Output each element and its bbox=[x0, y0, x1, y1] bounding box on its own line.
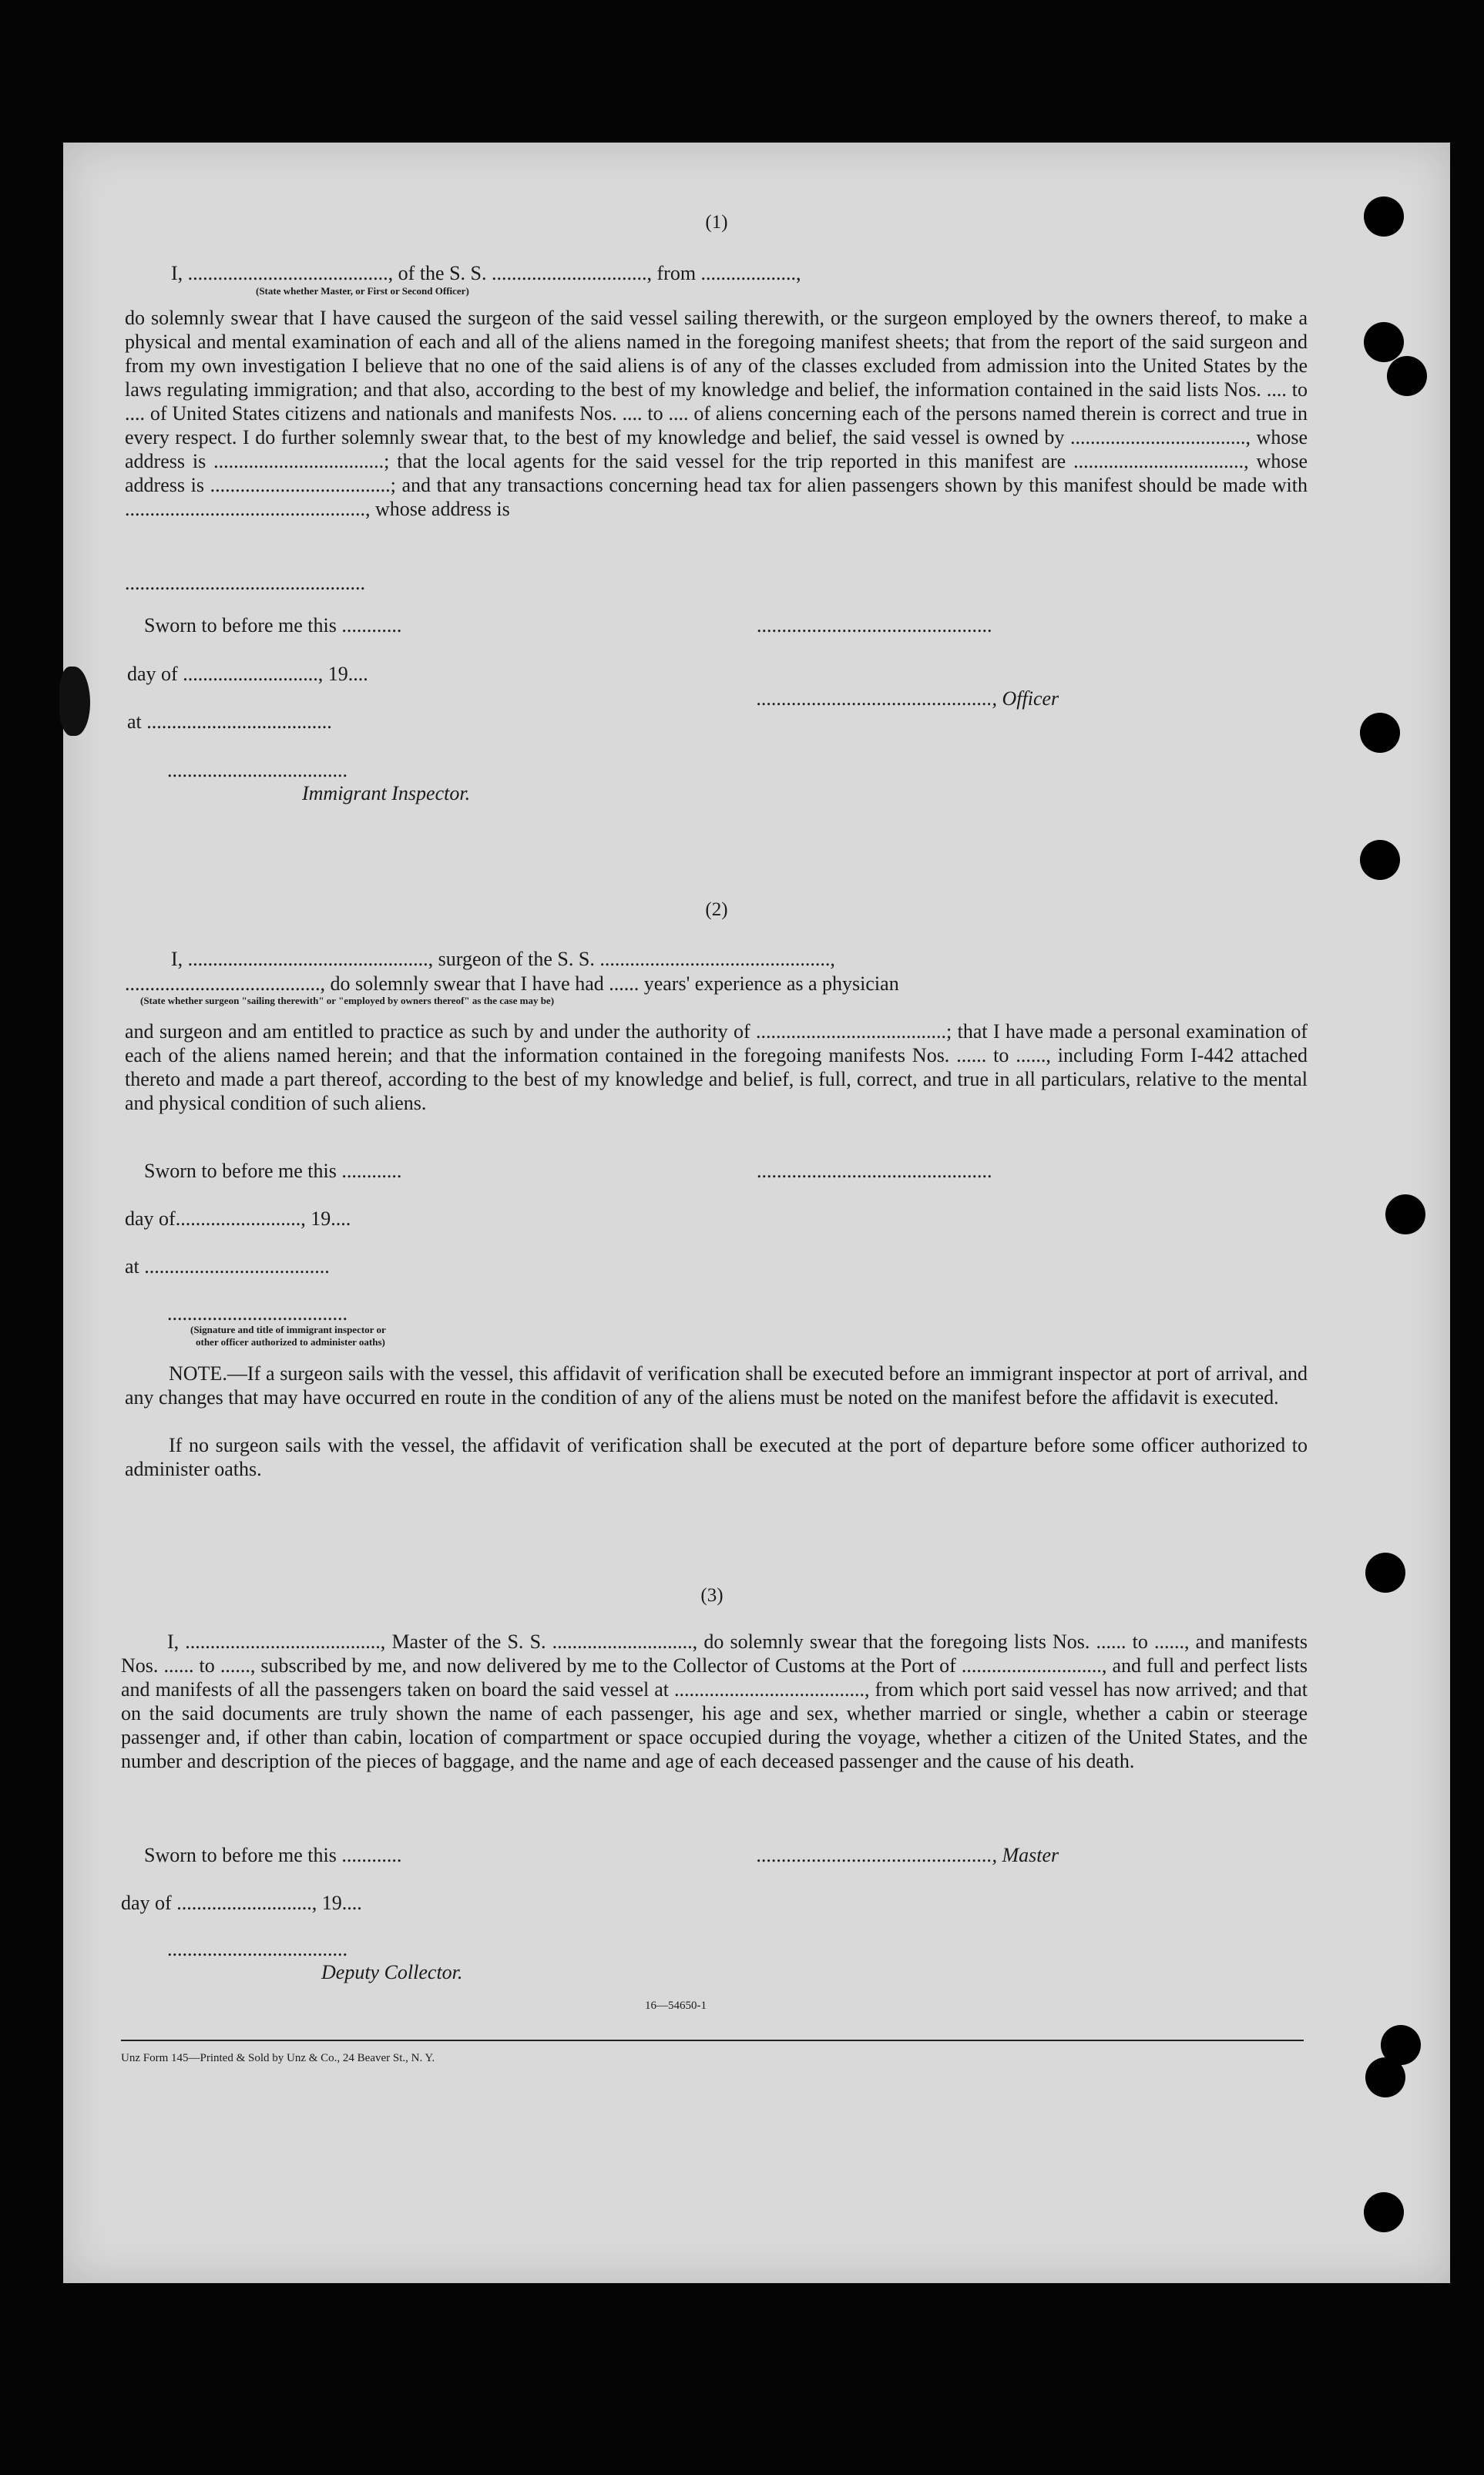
section-2-no-surgeon-paragraph: If no surgeon sails with the vessel, the affidavit of verification shall be executed at the port of departure before some officer authorized to administer oaths. bbox=[125, 1434, 1308, 1480]
section-1-sworn-line: Sworn to before me this ............ bbox=[144, 614, 402, 636]
document-page bbox=[63, 143, 1450, 2283]
section-2-second-line: ......................................., do solemnly swear that I have had ...... years' experience as a physician bbox=[125, 972, 899, 995]
section-1-number: (1) bbox=[705, 212, 728, 233]
section-1-oath-text: do solemnly swear that I have caused the surgeon of the said vessel sailing therewith, or the surgeon employed by the owners thereof, to make a physical and mental examination of each and all of the aliens named in the foregoing manifest sheets; that from the report of the said surgeon and from my own investigation I believe that no one of the said aliens is of any of the classes excluded from admission into the United States by the laws regulating immigration; and that also, according to the best of my knowledge and belief, the information contained in the said lists Nos. .... to .... of United States citizens and nationals and manifests Nos. .... to .... of aliens concerning each of the persons named therein is correct and true in every respect. I do further solemnly swear that, to the best of my knowledge and belief, the said vessel is owned by ..................................., whose address is ..................................; that the local agents for the said vessel for the trip reported in this manifest are .................................., whose address is ....................................; and that any transactions concerning head tax for alien passengers shown by this manifest should be made with ................................................, whose address is bbox=[125, 307, 1308, 520]
section-2-first-line: I, ................................................, surgeon of the S. S. .............................................., bbox=[171, 948, 835, 970]
section-2-signature-note-1: (Signature and title of immigrant inspector or bbox=[190, 1324, 386, 1335]
binder-hole bbox=[1364, 322, 1404, 362]
section-3-collector-title: Deputy Collector. bbox=[321, 1961, 463, 1983]
section-2-signature-note-2: other officer authorized to administer oaths) bbox=[196, 1336, 385, 1348]
binder-hole bbox=[1364, 2192, 1404, 2232]
section-3-number: (3) bbox=[700, 1585, 724, 1606]
section-1-officer-line: ..............................................., Officer bbox=[757, 687, 1059, 710]
section-2-sworn-line: Sworn to before me this ............ bbox=[144, 1160, 402, 1182]
section-2-day-line: day of........................., 19.... bbox=[125, 1207, 351, 1230]
ink-stain bbox=[67, 682, 86, 717]
footer-rule bbox=[121, 2040, 1304, 2041]
section-2-oath-text: and surgeon and am entitled to practice as such by and under the authority of ......................................; that I have made a personal examination of each of the aliens named herein; and that the information contained in the foregoing manifests Nos. ...... to ......, including Form I-442 attached thereto and made a part thereof, according to the best of my knowledge and belief, is full, correct, and true in all particulars, relative to the mental and physical condition of such aliens. bbox=[125, 1020, 1308, 1114]
section-1-signature-line: ............................................... bbox=[757, 614, 992, 636]
binder-hole bbox=[1365, 1553, 1405, 1593]
section-1-officer-note: (State whether Master, or First or Second Officer) bbox=[256, 285, 469, 297]
section-2-inspector-signature-line: .................................... bbox=[167, 1302, 347, 1325]
section-2-number: (2) bbox=[705, 899, 728, 920]
binder-hole bbox=[1360, 713, 1400, 753]
section-2-at-line: at ..................................... bbox=[125, 1255, 330, 1278]
section-2-surgeon-note: (State whether surgeon "sailing therewith" or "employed by owners thereof" as the case may be) bbox=[140, 995, 555, 1006]
binder-hole bbox=[1365, 2057, 1405, 2097]
form-number: 16—54650-1 bbox=[645, 2000, 707, 2012]
section-3-oath-text: I, ......................................., Master of the S. S. ............................, do solemnly swear that the foregoing lists Nos. ...... to ......, and manifests Nos. ...... to ......, subscribed by me, and now delivered by me to the Collector of Customs at the Port of ............................, and full and perfect lists and manifests of all the passengers taken on board the said vessel at ......................................, from which port said vessel has now arrived; and that on the said documents are truly shown the name of each passenger, his age and sex, whether married or single, whether a cabin or steerage passenger and, if other than cabin, location of compartment or space occupied during the voyage, whether a citizen of the United States, and the number and description of the pieces of baggage, and the name and age of each deceased passenger and the cause of his death. bbox=[121, 1630, 1308, 1772]
binder-hole bbox=[1364, 196, 1404, 237]
section-1-day-line: day of ..........................., 19.... bbox=[127, 663, 368, 685]
binder-hole bbox=[1385, 1194, 1425, 1234]
footer-printer-note: Unz Form 145—Printed & Sold by Unz & Co., 24 Beaver St., N. Y. bbox=[121, 2052, 435, 2064]
section-1-at-line: at ..................................... bbox=[127, 710, 332, 733]
section-1-inspector-title: Immigrant Inspector. bbox=[302, 782, 471, 804]
section-3-day-line: day of ..........................., 19.... bbox=[121, 1892, 362, 1914]
section-2-signature-line: ............................................... bbox=[757, 1160, 992, 1182]
section-1-dots-line: ................................................ bbox=[125, 572, 365, 594]
section-3-collector-signature-line: .................................... bbox=[167, 1938, 347, 1960]
section-1-first-line: I, ........................................, of the S. S. ..............................., from ..................., bbox=[171, 262, 801, 284]
section-1-inspector-signature-line: .................................... bbox=[167, 759, 347, 781]
binder-hole bbox=[1360, 840, 1400, 880]
section-3-master-line: ..............................................., Master bbox=[757, 1844, 1059, 1866]
section-3-sworn-line: Sworn to before me this ............ bbox=[144, 1844, 402, 1866]
section-2-note-paragraph: NOTE.—If a surgeon sails with the vessel, this affidavit of verification shall be executed before an immigrant inspector at port of arrival, and any changes that may have occurred en route in the condition of any of the aliens must be noted on the manifest before the affidavit is executed. bbox=[125, 1362, 1308, 1409]
binder-hole bbox=[1387, 356, 1427, 396]
